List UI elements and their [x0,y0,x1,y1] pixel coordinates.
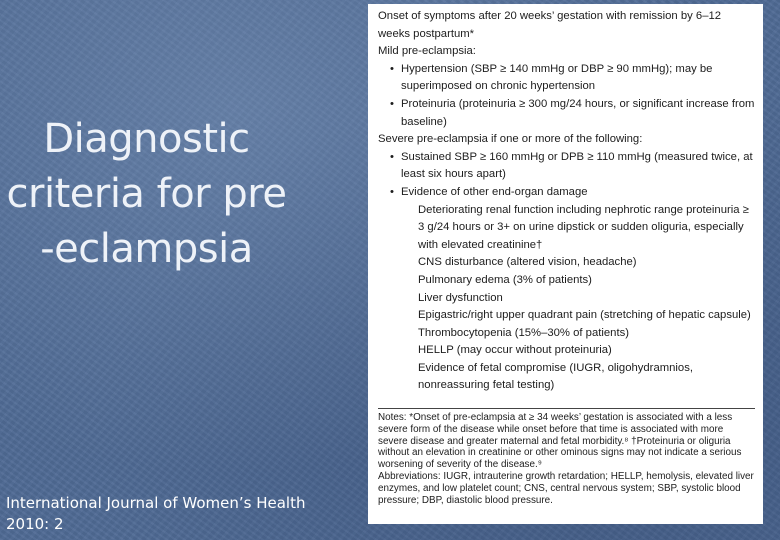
end-organ-fetal: Evidence of fetal compromise (IUGR, oligohydramnios, nonreassuring fetal testing) [418,361,694,392]
end-organ-renal: Deteriorating renal function including nephrotic range proteinuria ≥ 3 g/24 hours or 3+ on urine dipstick or sudden oliguria, especially with elevated creatinine† [418,203,749,251]
end-organ-epigastric: Epigastric/right upper quadrant pain (stretching of hepatic capsule) [418,309,751,322]
citation: International Journal of Women’s Health 2010: 2 [6,494,306,533]
slide-title: Diagnostic criteria for pre -eclampsia [6,116,287,272]
end-organ-liver: Liver dysfunction [418,291,503,304]
notes-text: Notes: *Onset of pre-eclampsia at ≥ 34 weeks’ gestation is associated with a less severe form of the disease while onset before that time is associated with more severe disease and greater maternal and fetal morbidity.⁸ †Proteinuria or oliguria without an elevation in creatinine or other ominous signs may not indicate a serious worsening of severity of the disease.⁹ [378,412,742,471]
criteria-table-image [368,4,763,524]
onset-criterion: Onset of symptoms after 20 weeks’ gestation with remission by 6–12 weeks postpartum* [378,10,722,40]
severe-item-end-organ: • Evidence of other end-organ damage [378,184,755,202]
end-organ-cns: CNS disturbance (altered vision, headache) [418,256,637,269]
mild-item-hypertension: • Hypertension (SBP ≥ 140 mmHg or DBP ≥ 90 mmHg); may be superimposed on chronic hypertension [378,61,755,96]
end-organ-thrombocytopenia: Thrombocytopenia (15%–30% of patients) [418,326,629,339]
mild-heading: Mild pre-eclampsia: [378,45,476,58]
end-organ-hellp: HELLP (may occur without proteinuria) [418,344,612,357]
abbreviations-text: Abbreviations: IUGR, intrauterine growth retardation; HELLP, hemolysis, elevated liver enzymes, and low platelet count; CNS, central nervous system; SBP, systolic blood pressure; DBP, diastolic blood pressure. [378,471,754,506]
severe-item-sbp: • Sustained SBP ≥ 160 mmHg or DPB ≥ 110 mmHg (measured twice, at least six hours apart) [378,149,755,184]
severe-heading: Severe pre-eclampsia if one or more of the following: [378,133,643,146]
table-notes [378,408,755,506]
end-organ-pulmonary: Pulmonary edema (3% of patients) [418,273,592,286]
mild-item-proteinuria: • Proteinuria (proteinuria ≥ 300 mg/24 hours, or significant increase from baseline) [378,96,755,131]
